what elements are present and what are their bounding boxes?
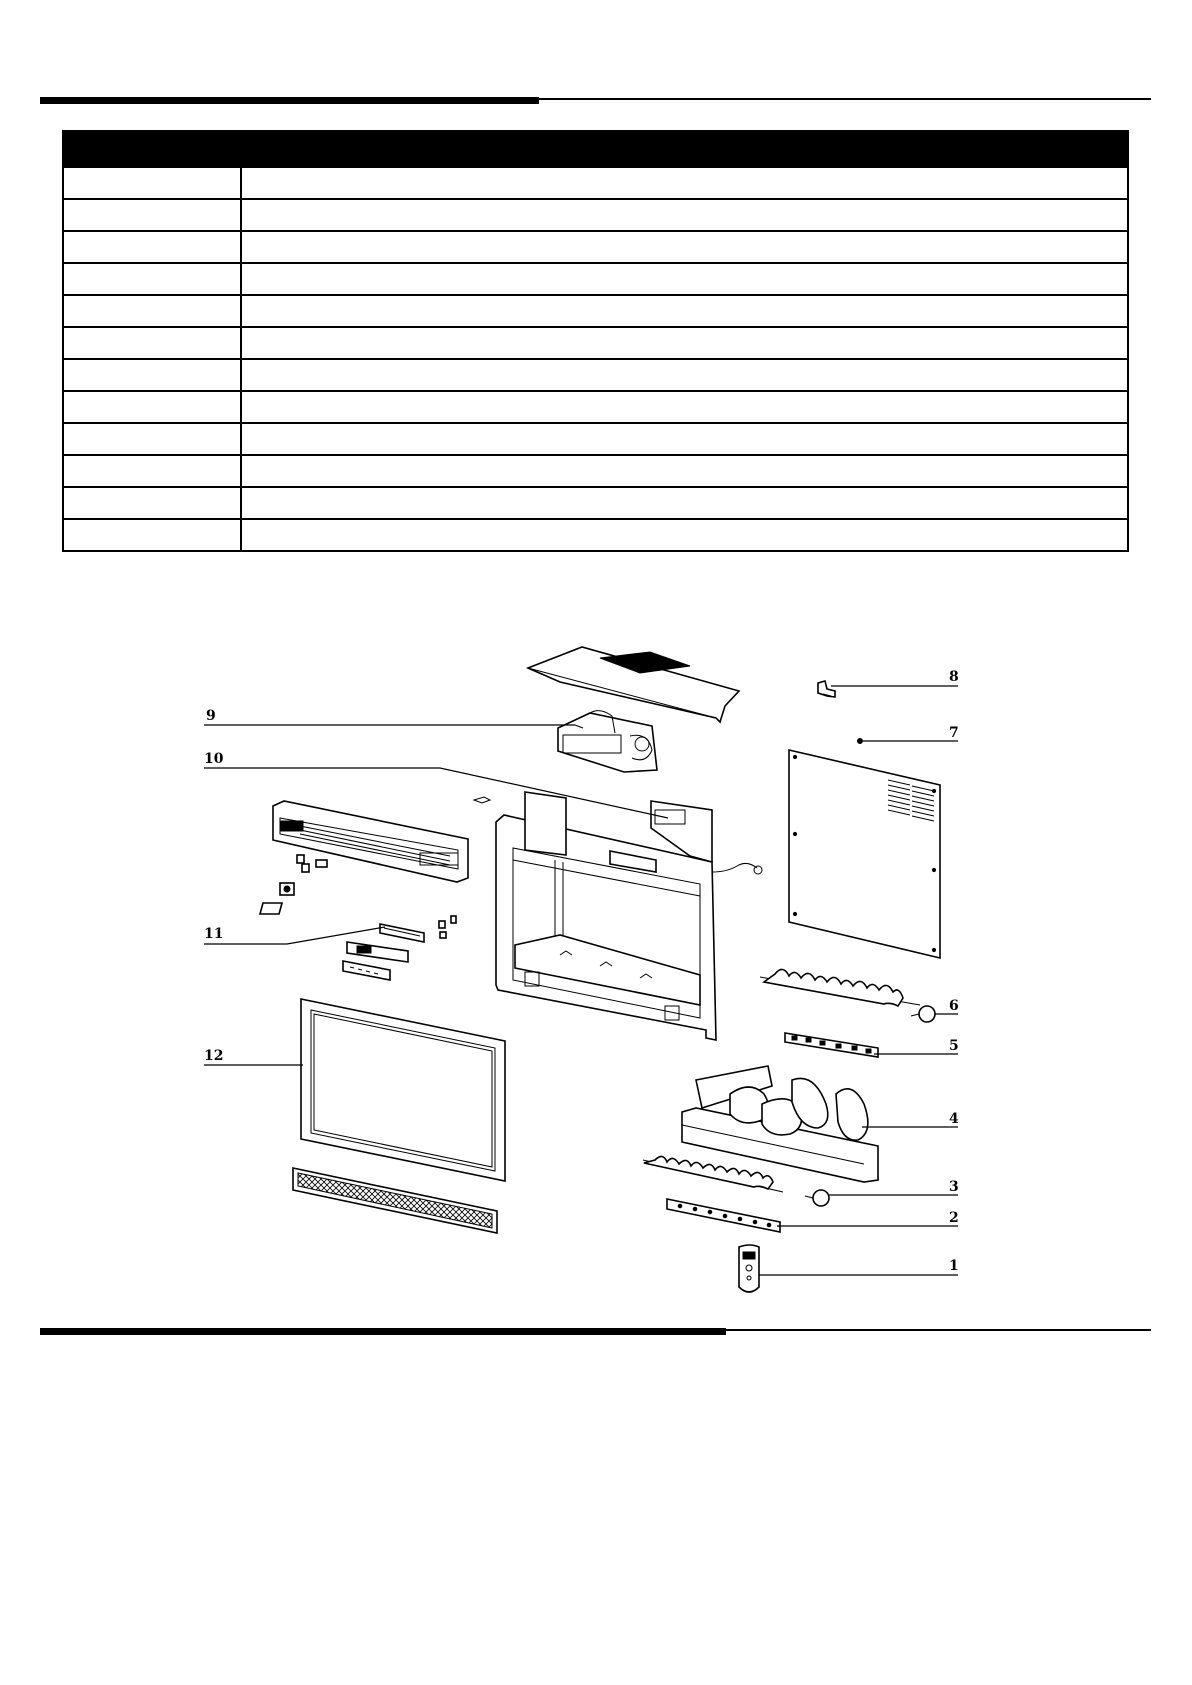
callout-8: 8 [949, 669, 959, 685]
callout-6: 6 [949, 998, 959, 1014]
lower-flame-led-strip [643, 1156, 783, 1192]
top-cover-panel [528, 647, 739, 722]
mounting-bracket [818, 681, 835, 697]
upper-flame-led-strip [760, 969, 920, 1006]
light-bulb-lower [805, 1190, 829, 1206]
callout-4: 4 [949, 1111, 959, 1127]
callout-10: 10 [204, 751, 224, 767]
callout-7: 7 [949, 725, 959, 741]
light-bulb-upper [911, 1006, 935, 1022]
heater-fan-assembly [558, 711, 657, 772]
callout-3: 3 [949, 1179, 959, 1195]
callout-11: 11 [204, 926, 224, 942]
back-panel [789, 750, 940, 958]
light-board-lower [667, 1199, 780, 1232]
glass-front-frame [301, 999, 505, 1181]
bottom-rule-thick [40, 1328, 726, 1335]
bottom-rule-thin [726, 1329, 1151, 1331]
callout-12: 12 [204, 1048, 224, 1064]
callout-1: 1 [949, 1258, 959, 1274]
callout-9: 9 [206, 708, 216, 724]
main-housing [496, 792, 762, 1040]
remote-control [739, 1245, 759, 1292]
screw-part [858, 739, 863, 744]
small-bracket-part [474, 797, 490, 803]
callout-5: 5 [949, 1038, 959, 1054]
bottom-mesh-grille [293, 1168, 497, 1233]
callout-2: 2 [949, 1210, 959, 1226]
light-board-upper [785, 1033, 878, 1057]
